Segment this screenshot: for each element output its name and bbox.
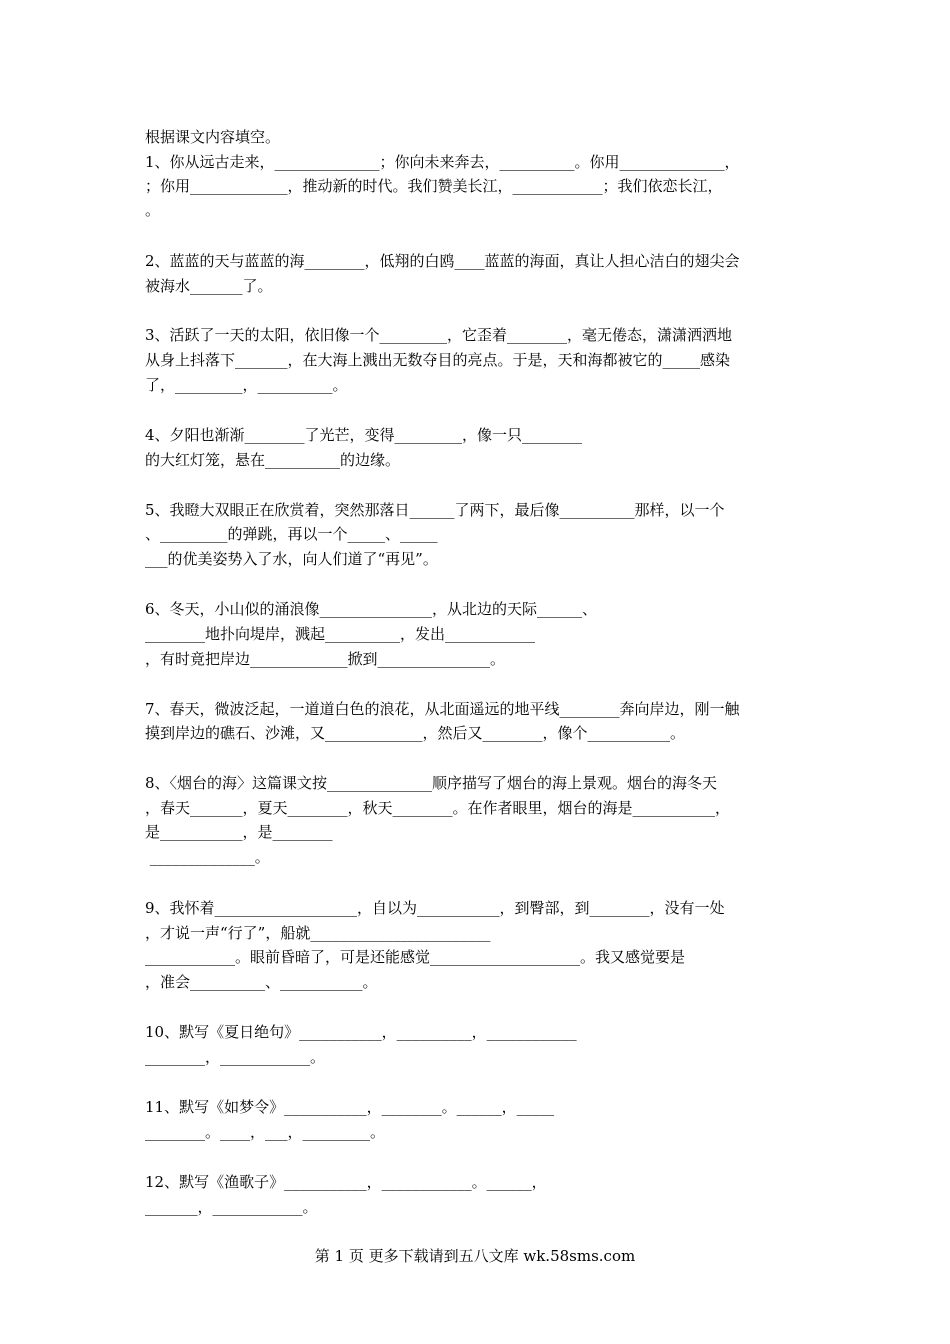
question-9-line-3: ____________。眼前昏暗了，可是还能感觉____________________。我又感觉要是 [145, 948, 686, 966]
question-1-line-2: ；你用_____________，推动新的时代。我们赞美长江，____________；我们依恋长江， [145, 177, 723, 195]
question-12-line-2: _______，____________。 [145, 1198, 318, 1216]
question-8-line-1: 8、〈烟台的海〉这篇课文按______________顺序描写了烟台的海上景观。烟台的海冬天 [145, 774, 718, 792]
question-2-line-2: 被海水_______了。 [145, 277, 273, 295]
question-5-line-1: 5、我瞪大双眼正在欣赏着，突然那落日______了两下，最后像__________那样，以一个 [145, 501, 725, 519]
question-3-line-1: 3、活跃了一天的太阳，依旧像一个_________，它歪着________，毫无倦态，潇潇洒洒地 [145, 326, 733, 344]
question-8-line-4: ______________。 [145, 848, 270, 866]
question-10-line-2: ________，____________。 [145, 1048, 326, 1066]
question-1-line-3: 。 [145, 201, 161, 219]
question-7-line-1: 7、春天，微波泛起，一道道白色的浪花，从北面遥远的地平线________奔向岸边，刚一触 [145, 700, 740, 718]
question-3-line-2: 从身上抖落下_______，在大海上溅出无数夺目的亮点。于是，天和海都被它的_____感染 [145, 351, 731, 369]
question-8-line-3: 是___________，是________ [145, 823, 333, 841]
page-footer: 第 1 页 更多下载请到五八文库 wk.58sms.com [314, 1247, 636, 1265]
question-12-line-1: 12、默写《渔歌子》___________，____________。______， [145, 1173, 547, 1191]
question-5-line-3: ___的优美姿势入了水，向人们道了“再见”。 [145, 550, 438, 568]
question-2-line-1: 2、蓝蓝的天与蓝蓝的海________，低翔的白鸥____蓝蓝的海面，真让人担心洁白的翅尖会 [145, 252, 740, 270]
intro-instruction: 根据课文内容填空。 [145, 128, 281, 146]
question-11-line-1: 11、默写《如梦令》___________，________。______，_____ [145, 1098, 555, 1116]
question-10-line-1: 10、默写《夏日绝句》___________，__________，____________ [145, 1023, 577, 1041]
question-7-line-2: 摸到岸边的礁石、沙滩，又_____________，然后又________，像个___________。 [145, 724, 686, 742]
question-9-line-1: 9、我怀着___________________，自以为___________，到臀部，到________，没有一处 [145, 899, 725, 917]
question-5-line-2: 、_________的弹跳，再以一个_____、_____ [145, 525, 438, 543]
question-11-line-2: ________。____，___，_________。 [145, 1123, 386, 1141]
question-8-line-2: ，春天_______，夏天________，秋天________。在作者眼里，烟台的海是___________， [145, 799, 731, 817]
question-6-line-1: 6、冬天，小山似的涌浪像_______________，从北边的天际______、 [145, 600, 598, 618]
question-1-line-1: 1、你从远古走来，______________；你向未来奔去，__________。你用______________， [145, 153, 740, 171]
question-9-line-4: ，准会__________、___________。 [145, 973, 378, 991]
question-4-line-1: 4、夕阳也渐渐________了光芒，变得_________，像一只________ [145, 426, 583, 444]
question-6-line-3: ，有时竟把岸边_____________掀到_______________。 [145, 650, 506, 668]
question-4-line-2: 的大红灯笼，悬在__________的边缘。 [145, 451, 401, 469]
question-3-line-3: 了，_________，__________。 [145, 376, 348, 394]
question-9-line-2: ，才说一声“行了”，船就________________________ [145, 924, 491, 942]
question-6-line-2: ________地扑向堤岸，溅起__________，发出____________ [145, 625, 536, 643]
